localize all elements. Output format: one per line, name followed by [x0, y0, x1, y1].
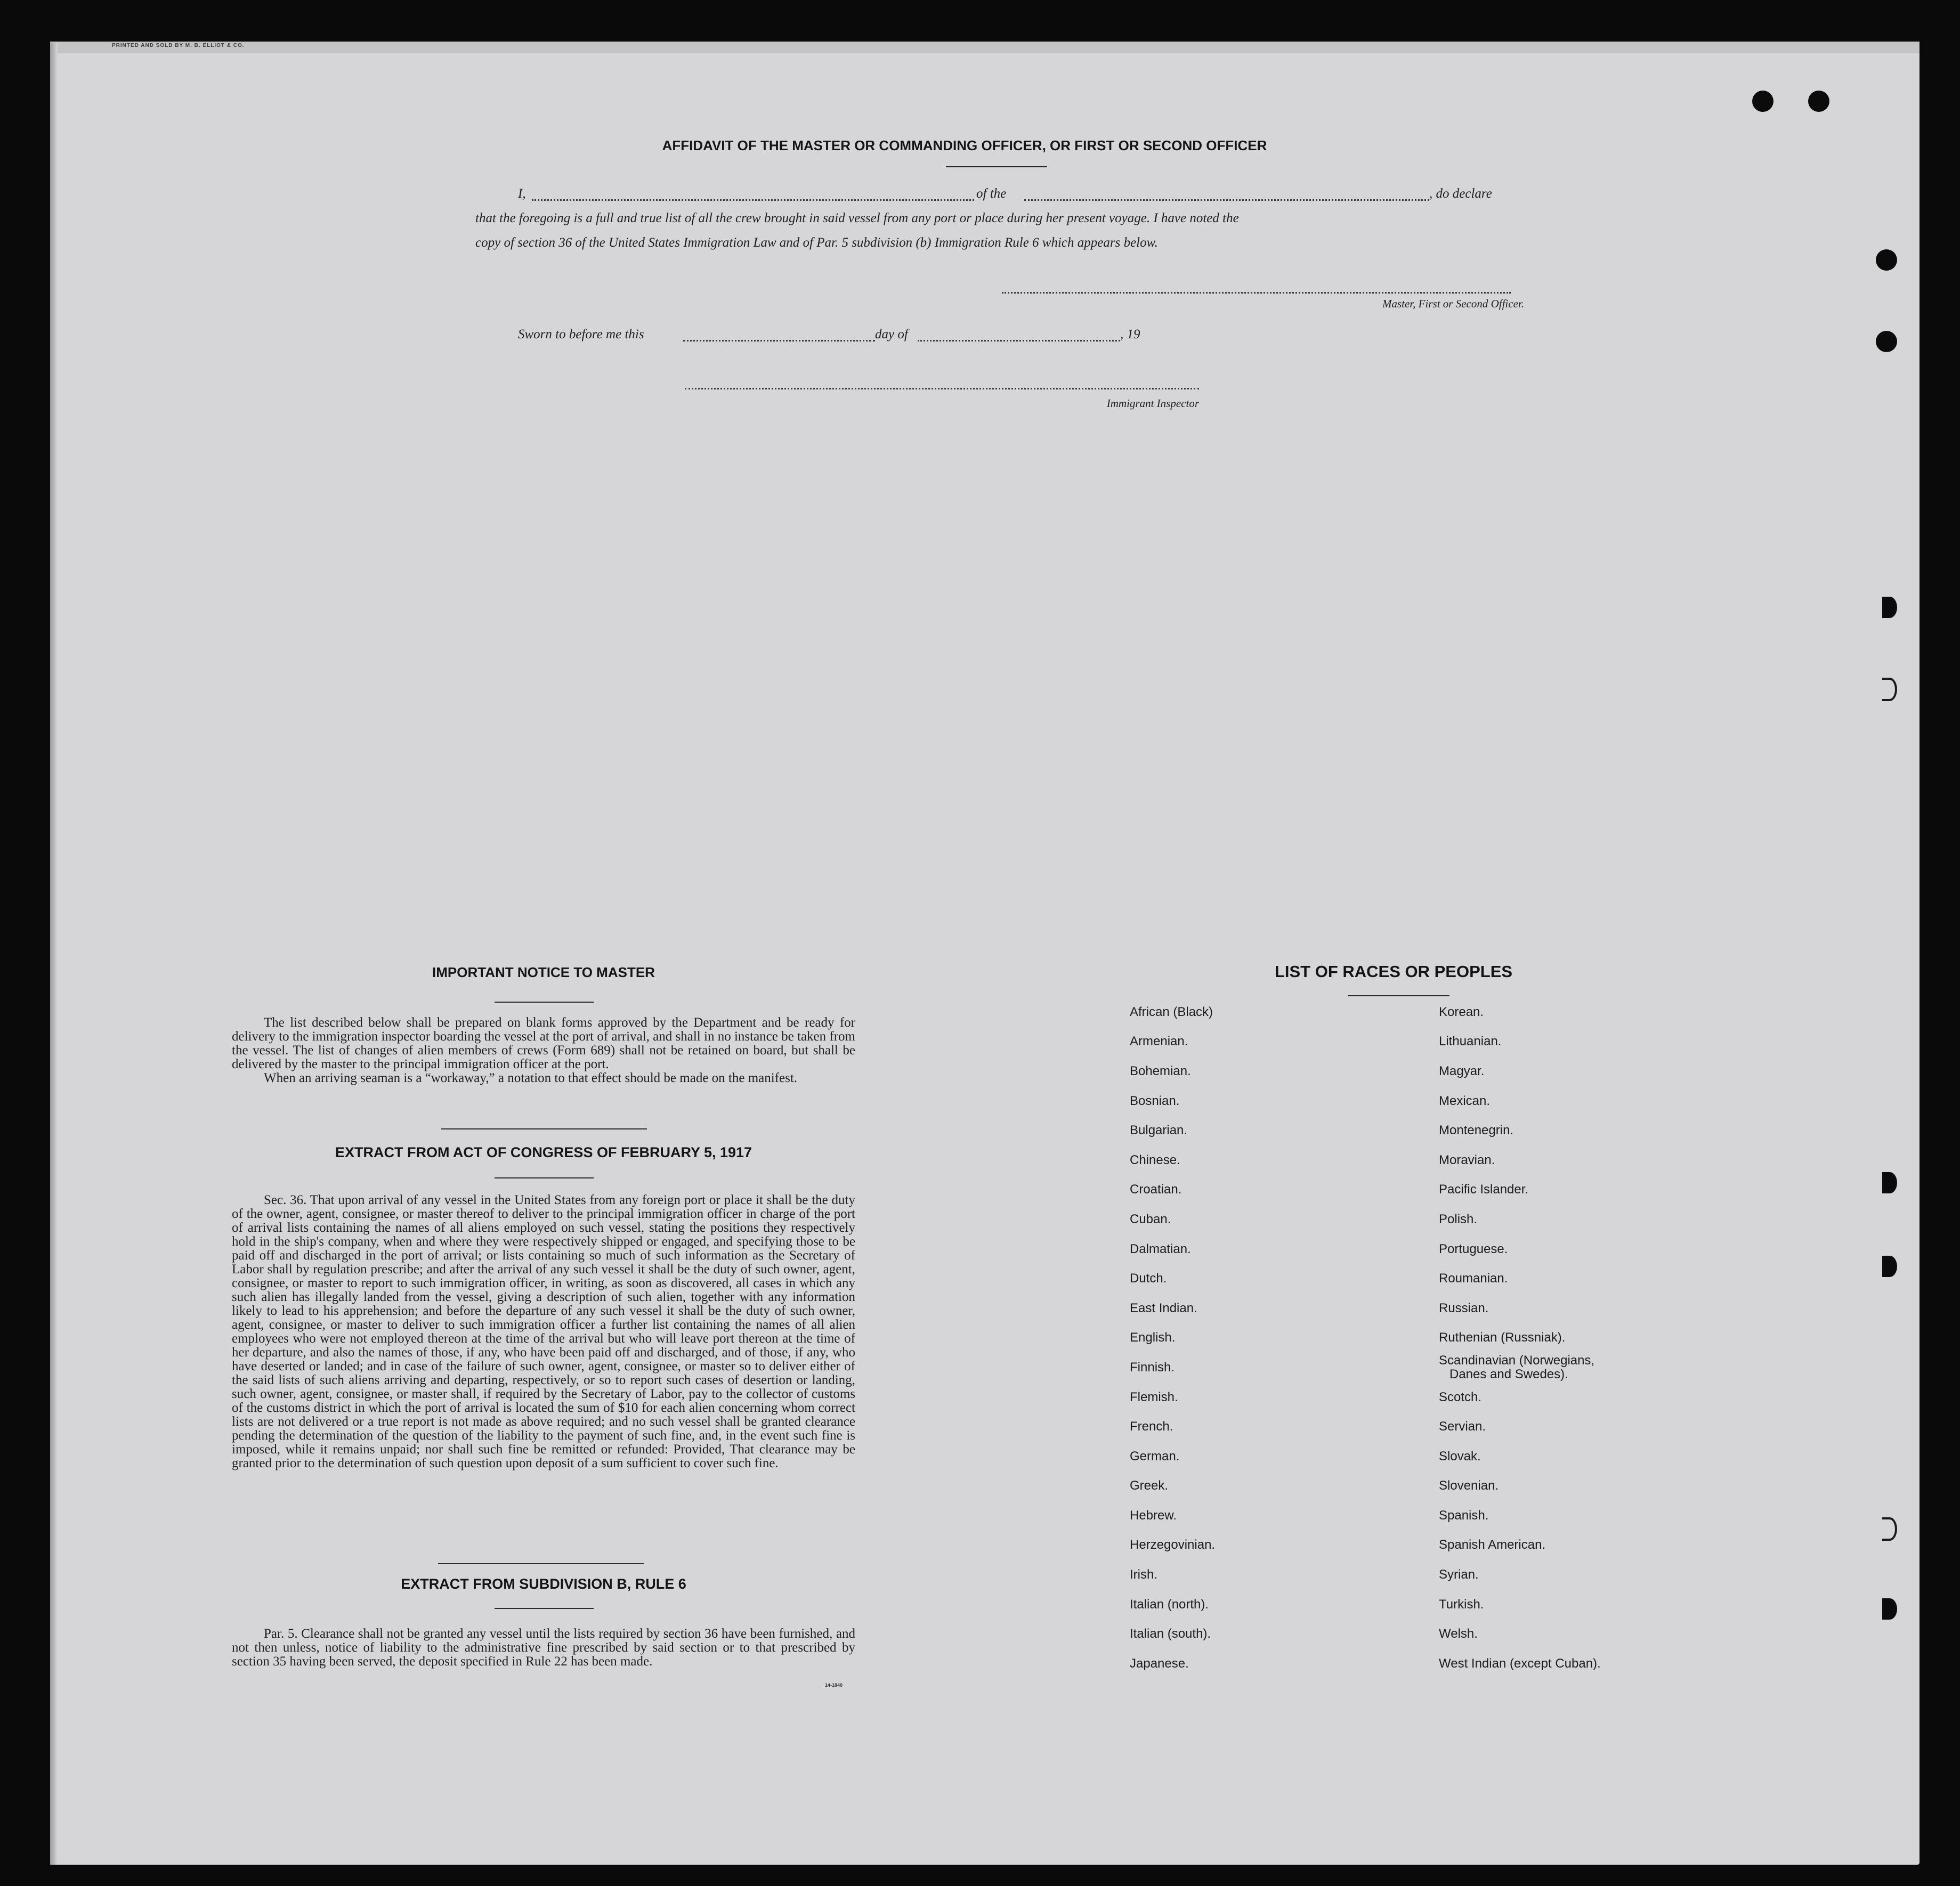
rule-6-text — [232, 1627, 855, 1669]
affidavit-line-3: copy of section 36 of the United States Immigration Law and of Par. 5 subdivision (b) Immigration Rule 6 which appears below. — [475, 235, 1158, 250]
form-number: 14-1840 — [825, 1682, 843, 1688]
race-item: Scandinavian (Norwegians, Danes and Swedes). — [1439, 1353, 1595, 1381]
race-item: Roumanian. — [1439, 1271, 1508, 1286]
race-item: Spanish. — [1439, 1508, 1489, 1523]
race-item: Montenegrin. — [1439, 1123, 1514, 1138]
binder-hole-icon — [1876, 331, 1897, 352]
race-item: Bosnian. — [1130, 1093, 1180, 1108]
race-item: African (Black) — [1130, 1004, 1213, 1019]
name-blank-line — [532, 199, 974, 201]
extract-act-heading: EXTRACT FROM ACT OF CONGRESS OF FEBRUARY 5, 1917 — [335, 1144, 752, 1160]
race-item: Magyar. — [1439, 1063, 1485, 1078]
binder-hole-icon — [1882, 597, 1897, 618]
affidavit-heading: AFFIDAVIT OF THE MASTER OR COMMANDING OFFICER, OR FIRST OR SECOND OFFICER — [662, 137, 1267, 153]
notice-paragraph-2: When an arriving seaman is a “workaway,” a notation to that effect should be made on the manifest. — [264, 1071, 798, 1085]
sworn-day-of-label: day of — [875, 327, 908, 342]
race-item: Slovak. — [1439, 1449, 1481, 1464]
race-item: Syrian. — [1439, 1567, 1479, 1582]
race-item: Slovenian. — [1439, 1478, 1499, 1493]
race-item: Lithuanian. — [1439, 1034, 1502, 1049]
rule-6-paragraph: Par. 5. Clearance shall not be granted any vessel until the lists required by section 36 have been furnished, and not then unless, notice of liability to the administrative fine prescribed by said section or to that prescribed by section 35 having been served, the deposit specified in Rule 22 has been made. — [232, 1627, 855, 1669]
race-item: Italian (south). — [1130, 1627, 1211, 1641]
section-36-text — [232, 1193, 855, 1470]
race-item: Armenian. — [1130, 1034, 1188, 1049]
section-divider — [438, 1563, 644, 1564]
race-item: West Indian (except Cuban). — [1439, 1656, 1601, 1671]
binder-hole-ring-icon — [1882, 1517, 1897, 1541]
binder-hole-icon — [1808, 91, 1829, 112]
race-item: Italian (north). — [1130, 1597, 1209, 1612]
race-item: English. — [1130, 1330, 1176, 1345]
section-divider — [441, 1128, 647, 1129]
race-item: Moravian. — [1439, 1152, 1495, 1167]
heading-divider — [495, 1177, 594, 1178]
race-item: Bohemian. — [1130, 1063, 1191, 1078]
race-item: Polish. — [1439, 1212, 1478, 1226]
race-item: Ruthenian (Russniak). — [1439, 1330, 1566, 1345]
race-item: Scotch. — [1439, 1389, 1482, 1404]
binder-hole-icon — [1882, 1172, 1897, 1193]
printer-imprint: PRINTED AND SOLD BY M. B. ELLIOT & CO. — [112, 43, 245, 48]
race-item: Bulgarian. — [1130, 1123, 1188, 1138]
affidavit-of-the-label: of the — [976, 186, 1007, 201]
sworn-prefix: Sworn to before me this — [518, 327, 644, 342]
vessel-blank-line — [1024, 199, 1429, 201]
sworn-month-blank — [918, 340, 1120, 342]
notice-heading: IMPORTANT NOTICE TO MASTER — [432, 964, 655, 980]
race-item: Hebrew. — [1130, 1508, 1177, 1523]
binder-hole-icon — [1876, 249, 1897, 271]
race-item: East Indian. — [1130, 1300, 1197, 1315]
race-item: German. — [1130, 1449, 1180, 1464]
race-item: Herzegovinian. — [1130, 1538, 1216, 1552]
race-item: Pacific Islander. — [1439, 1182, 1529, 1197]
signature-blank-line — [1002, 292, 1511, 294]
race-item: Russian. — [1439, 1300, 1489, 1315]
race-item: Dalmatian. — [1130, 1241, 1191, 1256]
page-left-edge — [50, 43, 58, 1865]
affidavit-line-2: that the foregoing is a full and true list of all the crew brought in said vessel from any port or place during her present voyage. I have noted the — [475, 211, 1239, 225]
page-top-edge — [50, 42, 1919, 53]
races-list — [1130, 997, 1679, 1679]
race-item: Finnish. — [1130, 1360, 1175, 1375]
races-heading: LIST OF RACES OR PEOPLES — [1274, 962, 1513, 981]
binder-hole-ring-icon — [1882, 678, 1897, 701]
binder-hole-icon — [1882, 1598, 1897, 1620]
race-item: French. — [1130, 1419, 1173, 1434]
inspector-blank-line — [685, 388, 1199, 389]
race-item: Servian. — [1439, 1419, 1486, 1434]
race-item: Greek. — [1130, 1478, 1169, 1493]
binder-hole-icon — [1752, 91, 1773, 112]
affidavit-i-label: I, — [518, 186, 526, 201]
heading-divider — [495, 1002, 594, 1003]
signature-caption: Master, First or Second Officer. — [1382, 297, 1524, 310]
race-item: Japanese. — [1130, 1656, 1189, 1671]
inspector-caption: Immigrant Inspector — [1106, 397, 1199, 410]
race-item: Cuban. — [1130, 1212, 1171, 1226]
heading-divider — [1348, 995, 1449, 996]
race-item: Croatian. — [1130, 1182, 1182, 1197]
affidavit-declare-label: , do declare — [1429, 186, 1492, 201]
race-item: Flemish. — [1130, 1389, 1178, 1404]
race-item: Welsh. — [1439, 1627, 1478, 1641]
race-item: Irish. — [1130, 1567, 1158, 1582]
extract-rule-heading: EXTRACT FROM SUBDIVISION B, RULE 6 — [401, 1576, 686, 1592]
race-item: Mexican. — [1439, 1093, 1491, 1108]
notice-paragraph-1: The list described below shall be prepared on blank forms approved by the Department and be ready for delivery to the immigration inspector boarding the vessel at the port of arrival, and shall in no instance be taken from the vessel. The list of changes of alien members of crews (Form 689) shall not be retained on board, but shall be delivered by the master to the principal immigration officer at the port. — [232, 1015, 855, 1071]
race-item: Korean. — [1439, 1004, 1484, 1019]
sworn-day-blank — [683, 340, 875, 342]
heading-divider — [946, 166, 1047, 167]
race-item: Dutch. — [1130, 1271, 1167, 1286]
section-36-paragraph: Sec. 36. That upon arrival of any vessel in the United States from any foreign port or place it shall be the duty of the owner, agent, consignee, or master thereof to deliver to the principal immigration officer in charge of the port of arrival lists containing the names of all aliens employed on such vessel, stating the positions they respectively hold in the ship's company, when and where they were respectively shipped or engaged, and specifying those to be paid off and discharged in the port of arrival; or lists containing so much of such information as the Secretary of Labor shall by regulation prescribe; and after the arrival of any such vessel it shall be the duty of such owner, agent, consignee, or master to report to such immigration officer, in writing, as soon as discovered, all cases in which any such alien has illegally landed from the vessel, giving a description of such alien, together with any information likely to lead to his apprehension; and before the departure of any such vessel it shall be the duty of such owner, agent, consignee, or master to deliver to such immigration officer a further list containing the names of all alien employees who were not employed thereon at the time of the arrival but who will leave port thereon at the time of her departure, and also the names of those, if any, who have been paid off and discharged, and of those, if any, who have deserted or landed; and in case of the failure of such owner, agent, consignee, or master so to deliver either of the said lists of such aliens arriving and departing, respectively, or so to report such cases of desertion or landing, such owner, agent, consignee, or master shall, if required by the Secretary of Labor, pay to the collector of customs of the customs district in which the port of arrival is located the sum of $10 for each alien concerning whom correct lists are not delivered or a true report is not made as above required; and no such vessel shall be granted clearance pending the determination of the question of the liability to the payment of such fine, and, in the event such fine is imposed, while it remains unpaid; nor shall such fine be remitted or refunded: Provided, That clearance may be granted prior to the determination of such question upon deposit of a sum sufficient to cover such fine. — [232, 1193, 855, 1470]
race-item: Chinese. — [1130, 1152, 1180, 1167]
race-item: Turkish. — [1439, 1597, 1484, 1612]
notice-body — [232, 1016, 855, 1085]
race-item: Spanish American. — [1439, 1538, 1546, 1552]
binder-hole-icon — [1882, 1256, 1897, 1277]
heading-divider — [495, 1608, 594, 1609]
race-item: Portuguese. — [1439, 1241, 1508, 1256]
sworn-year-label: , 19 — [1120, 327, 1140, 342]
